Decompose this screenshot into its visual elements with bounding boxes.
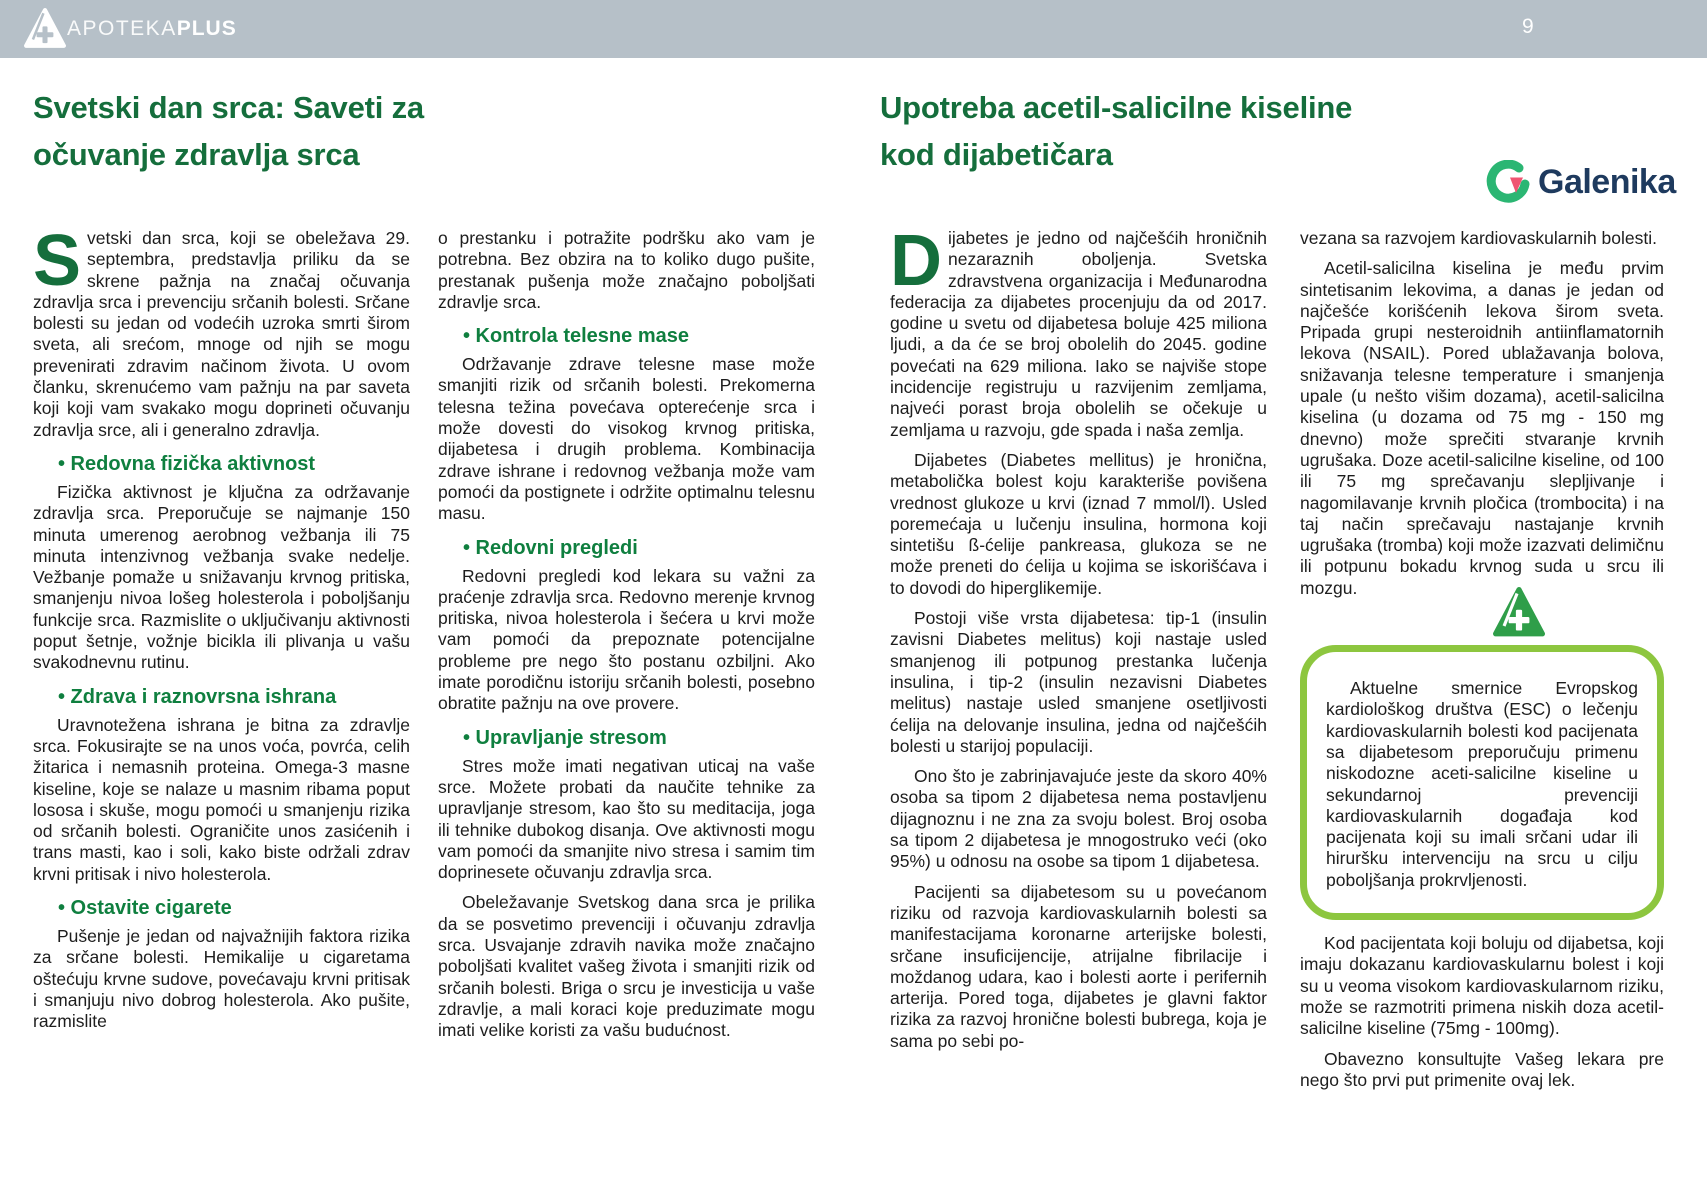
intro-text: ijabetes je jedno od najčešćih hroničnih nezaraznih oboljenja. Svetska zdravstvena organizacija i Međunarodna federacija za dijabetes procenjuju da od 2017. godine u svetu od dijabetesa boluje 425 miliona ljudi, a da će se broj obolelih do 2045. godine povećati na 629 miliona. Iako se najviše stope incidencije registruju u razvijenim zemljama, najveći porast broja obolelih se očekuje u zemljama u razvoju, gde spada i naša zemlja. [890,228,1267,440]
section-heading-fizicka-aktivnost: • Redovna fizička aktivnost [58,452,316,475]
section-heading-cigarete: • Ostavite cigarete [58,897,232,920]
right-article-column-1 [890,221,1267,1061]
body-paragraph: Acetil-salicilna kiselina je među prvim sintetisanim lekovima, a danas je jedan od najčešće korišćenih lekova širom sveta. Pripada grupi nesteroidnih antiinflamatornih lekova (NSAIL). Pored ublažavanja bolova, snižavanja telesne temperature i smanjenja upale (u nešto višim dozama), acetil-salicilna kiselina (u dozama od 75 mg - 150 mg dnevno) može sprečiti stvaranje krvnih ugrušaka. Doze acetil-salicilne kiseline, od 100 ili 75 mg sprečavanju slepljivanje i nagomilavanje krvnih pločica (trombocita) i na taj način sprečavaju nastajanje krvnih ugrušaka (tromba) koji može izazvati delimičnu ili potpunu bokadu krvnog suda u srcu ili mozgu. [1300,258,1664,598]
body-paragraph: Kod pacijentata koji boluju od dijabetsa, koji imaju dokazanu kardiovaskularnu bolest i koji su u veoma visokom kardiovaskularnom riziku, može se razmotriti primena niskih doza acetil-salicilne kiseline (75mg - 100mg). [1300,933,1664,1039]
section-heading-pregledi: • Redovni pregledi [463,536,638,559]
body-paragraph: Pušenje je jedan od najvažnijih faktora rizika za srčane bolesti. Hemikalije u cigaretama oštećuju krvne sudove, povećavaju krvni pritisak i smanjuju nivo dobrog holesterola. Ako pušite, razmislite [33,926,410,1032]
brand-wordmark [67,17,237,41]
body-paragraph: Ono što je zabrinjavajuće jeste da skoro 40% osoba sa tipom 2 dijabetesa nema postavljenu dijagnoznu i ne zna za svoju bolest. Broj osoba sa tipom 2 dijabetesa je mnogostruko veći (oko 95%) u odnosu na osobe sa tipom 1 dijabetesa. [890,766,1267,872]
left-article-title [33,84,593,178]
page-header-band [0,0,1707,58]
body-paragraph: Obeležavanje Svetskog dana srca je prilika da se posvetimo prevenciji i očuvanju zdravlja srca. Usvajanje zdravih navika može značajno poboljšati kvalitet vašeg života i smanjiti rizik od srčanih bolesti. Briga o srcu je investicija u vaše zdravlje, a mali koraci koje preduzimate mogu imati velike koristi za vašu budućnost. [438,892,815,1041]
section-heading-ishrana: • Zdrava i raznovrsna ishrana [58,685,337,708]
body-paragraph: Pacijenti sa dijabetesom su u povećanom riziku od razvoja kardiovaskularnih bolesti sa manifestacijama koronarne arterijske bolesti, srčane insuficijencije, atrijalne fibrilacije i moždanog udara, kao i bolesti aorte i perifernih arterija. Pored toga, dijabetes je glavni faktor rizika za razvoj hronične bolesti bubrega, koja je sama po sebi po- [890,881,1267,1051]
body-paragraph: Uravnotežena ishrana je bitna za zdravlje srca. Fokusirajte se na unos voća, povrća, celih žitarica i nemasnih proteina. Omega-3 masne kiseline, koje se nalaze u masnim ribama poput lososa i skuše, mogu pomoći u smanjenju rizika od srčanih bolesti. Ograničite unos zasićenih i trans masti, kao i soli, kako biste održali zdrav krvni pritisak i nivo holesterola. [33,714,410,884]
body-paragraph: vezana sa razvojem kardiovaskularnih bolesti. [1300,228,1657,248]
info-box-text: Aktuelne smernice Evropskog kardiološkog društva (ESC) o lečenju kardiovaskularnih bolesti kod pacijenata sa dijabetesom preporučuju primenu niskodozne aceti-salicilne kiseline u sekundarnoj prevenciji kardiovaskularnih događaja kod pacijenata koji su imali srčani udar ili hiruršku intervenciju na srcu u cilju poboljšanja prokrvljenosti. [1326,678,1638,890]
body-paragraph: Postoji više vrsta dijabetesa: tip-1 (insulin zavisni Diabetes melitus) koji nastaje usled smanjenog ili potpunog prestanka lučenja insulina, i tip-2 (insulin nezavisni Diabetes melitus) nastaje usled smanjene osetljivosti ćelija na delovanje insulina, jedna od najčešćih bolesti u starijoj populaciji. [890,608,1267,756]
galenika-wordmark: Galenika [1538,162,1676,201]
intro-paragraph [890,221,1267,441]
section-heading-stres: • Upravljanje stresom [463,726,667,749]
body-paragraph: Redovni pregledi kod lekara su važni za praćenje zdravlja srca. Redovno merenje krvnog pritiska, nivoa holesterola i šećera u krvi može vam pomoći da prepoznate potencijalne probleme pre nego što postanu ozbiljni. Ako imate porodičnu istoriju srčanih bolesti, posebno obratite pažnju na ove provere. [438,565,815,714]
galenika-mark-icon [1486,160,1530,204]
left-article-column-2 [438,228,815,1051]
intro-text: vetski dan srca, koji se obeležava 29. septembra, predstavlja priliku da se skrene pažnja na značaj očuvanja zdravlja srca i prevenciju srčanih bolesti. Srčane bolesti su jedan od vodećih uzroka smrti širom sveta, ali srećom, mnoge od njih se mogu prevenirati zdravim načinom života. U ovom članku, skrenućemo vam pažnju na par saveta koji koji vam svakako mogu doprineti očuvanju zdravlja srce, ali i generalno zdravlja. [33,228,410,440]
apoteka-triangle-icon [1493,586,1545,640]
brand-text-plus: PLUS [176,17,237,40]
brand-text-apoteka: APOTEKA [67,17,177,40]
right-article-column-2 [1300,228,1664,1100]
body-paragraph: o prestanku i potražite podršku ako vam je potrebna. Bez obzira na to koliko dugo pušite, prestanak pušenja može značajno poboljšati zdravlje srca. [438,228,815,312]
right-article-title [880,84,1520,178]
galenika-logo [1486,160,1676,204]
intro-paragraph [33,221,410,441]
apoteka-plus-logo-icon [24,7,66,51]
body-paragraph: Stres može imati negativan uticaj na vaše srce. Možete probati da naučite tehnike za upravljanje stresom, kao što su meditacija, joga ili tehnike dubokog disanja. Ove aktivnosti mogu vam pomoći da smanjite nivo stresa i samim tim doprinesete očuvanju zdravlja srca. [438,755,815,883]
section-heading-telesna-masa: • Kontrola telesne mase [463,325,689,348]
body-paragraph: Održavanje zdrave telesne mase može smanjiti rizik od srčanih bolesti. Prekomerna telesna težina povećava opterećenje srca i može dovesti do visokog krvnog pritiska, dijabetesa i drugih problema. Kombinacija zdrave ishrane i redovnog vežbanja može vam pomoći da postignete i održite optimalnu telesnu masu. [438,354,815,524]
left-article-column-1 [33,221,410,1042]
left-title-line2: očuvanje zdravlja srca [33,137,360,172]
body-paragraph: Fizička aktivnost je ključna za održavanje zdravlja srca. Preporučuje se najmanje 150 minuta umerenog aerobnog vežbanja ili 75 minuta intenzivnog vežbanja svake nedelje. Vežbanje pomaže u snižavanju krvnog pritiska, smanjenju nivoa lošeg holesterola i poboljšanju funkcije srca. Razmislite o uključivanju aktivnosti poput šetnje, vožnje bicikla ili plivanja u vašu svakodnevnu rutinu. [33,481,410,673]
body-paragraph: Obavezno konsultujte Vašeg lekara pre nego što prvi put primenite ovaj lek. [1300,1048,1664,1090]
page-number: 9 [1522,15,1534,38]
right-title-line2: kod dijabetičara [880,137,1113,172]
drop-cap: S [33,221,82,301]
guidelines-info-box [1300,645,1664,920]
left-title-line1: Svetski dan srca: Saveti za [33,90,424,125]
drop-cap: D [890,221,942,301]
right-title-line1: Upotreba acetil-salicilne kiseline [880,90,1353,125]
body-paragraph: Dijabetes (Diabetes mellitus) je hronična, metabolička bolest koju karakteriše povišena vrednost glukoze u krvi (iznad 7 mmol/l). Usled poremećaja u lučenju insulina, hormona koji sintetišu ß-ćelije pankreasa, glukoza se ne može preneti do ćelija u kojima se iskorišćava i to dovodi do hiperglikemije. [890,449,1267,598]
